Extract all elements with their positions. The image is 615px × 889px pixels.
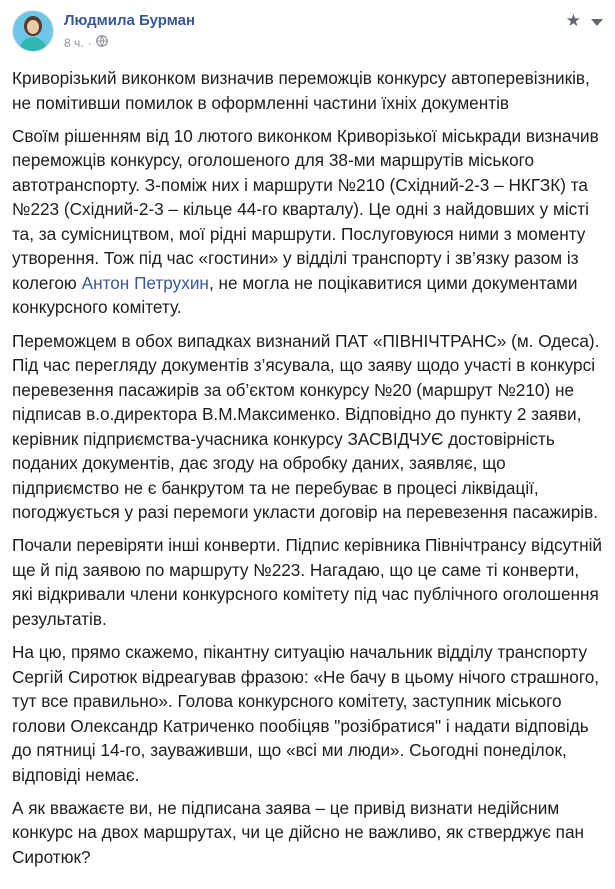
author-name[interactable]: Людмила Бурман xyxy=(64,12,196,29)
paragraph-1-text-b: , не могла не поцікавитися цими документами конкурсного комітету. xyxy=(12,272,578,318)
post-paragraph-1 xyxy=(12,124,603,320)
globe-icon[interactable] xyxy=(96,35,108,51)
post-body xyxy=(12,66,603,869)
post-title-paragraph: Криворізький виконком визначив переможців конкурсу автоперевізників, не помітивши помилок в оформленні частини їхніх документів xyxy=(12,68,590,113)
post-timestamp[interactable]: 8 ч. xyxy=(64,36,84,50)
post-paragraph-3: Почали перевіряти інші конверти. Підпис керівника Північтрансу відсутній ще й під заявою по маршруту №223. Нагадаю, що це саме ті конверти, які відкривали члени конкурсного комітету під час публічного оголошення результатів. xyxy=(12,535,603,629)
mention-link[interactable]: Антон Петрухин xyxy=(81,272,209,293)
paragraph-1-text-a: Своїм рішенням від 10 лютого виконком Криворізької міськради визначив переможців конкурсу, оголошеного для 38-ми маршрутів міського автотранспорту. З-поміж них і маршрути №210 (Східний-2-3 – НКГЗК) та №223 (Східний-2-3 – кільце 44-го кварталу). Це одні з найдовших у місті та, за сумісництвом, мої рідні маршрути. Послуговуюся ними з моменту утворення. Тож під час «гостини» у відділі транспорту і зв’язку разом із колегою xyxy=(12,125,599,293)
post-paragraph-5: А як вважаєте ви, не підписана заява – це привід визнати недійсним конкурс на двох маршрутах, чи це дійсно не важливо, як стверджує пан Сиротюк? xyxy=(12,797,585,867)
star-icon[interactable]: ★ xyxy=(565,11,581,30)
avatar-image xyxy=(13,11,53,51)
separator-dot: · xyxy=(87,36,92,50)
post-paragraph-4: На цю, прямо скажемо, пікантну ситуацію начальник відділу транспорту Сергій Сиротюк відреагував фразою: «Не бачу в цьому нічого страшного, тут все правильно». Голова конкурсного комітету, заступник міського голови Олександр Катриченко пообіцяв "розібратися" і надати відповідь до пятниці 14-го, зауваживши, що «всі ми люди». Сьогодні понеділок, відповіді немає. xyxy=(12,642,600,785)
post-meta xyxy=(64,10,195,51)
author-avatar[interactable] xyxy=(12,10,54,52)
post-paragraph-2: Переможцем в обох випадках визнаний ПАТ «ПІВНІЧТРАНС» (м. Одеса). Під час перегляду документів з’ясувала, що заяву щодо участі в конкурсі перевезення пасажирів за об’єктом конкурсу №20 (маршрут №210) не підписав в.о.директора В.М.Максименко. Відповідно до пункту 2 заяви, керівник підприємства-учасника конкурсу ЗАСВІДЧУЄ достовірність поданих документів, дає згоду на обробку даних, заявляє, що підприємство не є банкрутом та не перебуває в процесі ліквідації, погоджується у разі перемоги укласти договір на перевезення пасажирів. xyxy=(12,330,600,523)
post-subline xyxy=(64,35,195,51)
post-header xyxy=(12,10,603,66)
chevron-down-icon[interactable] xyxy=(591,19,603,26)
post-actions xyxy=(566,10,603,30)
